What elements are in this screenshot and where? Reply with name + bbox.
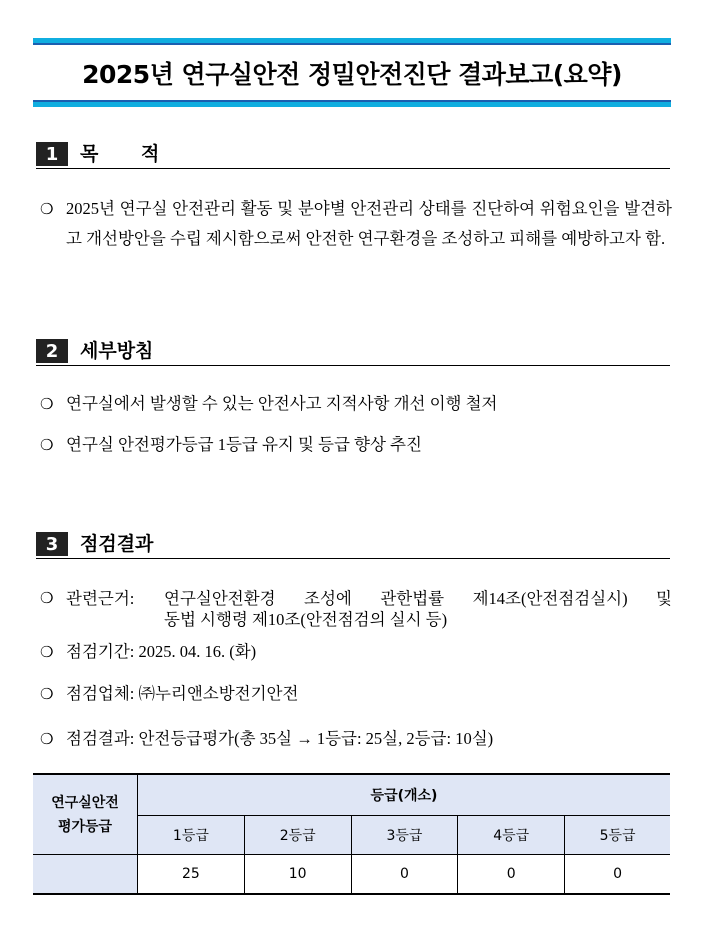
bullet-text: 2025년 연구실 안전관리 활동 및 분야별 안전관리 상태를 진단하여 위험요인을 발견하고 개선방안을 수립 제시함으로써 안전한 연구환경을 조성하고 피해를 예방하고자 함.: [66, 199, 672, 248]
table-row-header: 연구실안전 평가등급: [33, 774, 138, 855]
table-row-header-cont: [33, 855, 138, 895]
section-3-heading: [36, 530, 670, 559]
bullet-circle-icon: ❍: [40, 436, 54, 454]
bullet-circle-icon: ❍: [40, 685, 54, 703]
bullet-text-line-1: 연구실안전환경 조성에 관한법률 제14조(안전점검실시) 및: [164, 589, 672, 608]
section-1-title: 목 적: [80, 143, 178, 165]
bullet-text: 연구실 안전평가등급 1등급 유지 및 등급 향상 추진: [66, 435, 422, 454]
section-3-number: 3: [36, 532, 68, 556]
table-cell: 0: [351, 855, 458, 895]
section-1-number: 1: [36, 142, 68, 166]
section-3-bullet-4: [40, 724, 672, 754]
section-2-bullet-1: [40, 389, 672, 419]
table-column-header: 4등급: [458, 816, 565, 855]
section-2-title: 세부방침: [80, 340, 154, 362]
table-column-header: 1등급: [138, 816, 245, 855]
bullet-text: 점검기간: 2025. 04. 16. (화): [66, 642, 257, 661]
bullet-circle-icon: ❍: [40, 730, 54, 748]
table-column-header: 3등급: [351, 816, 458, 855]
section-2-heading: [36, 337, 670, 366]
bullet-label: 관련근거:: [66, 589, 135, 608]
section-3-title: 점검결과: [80, 533, 154, 555]
bullet-text: 연구실에서 발생할 수 있는 안전사고 지적사항 개선 이행 철저: [66, 394, 498, 413]
grade-table: [33, 773, 670, 895]
table-column-header: 5등급: [565, 816, 670, 855]
table-column-header: 2등급: [244, 816, 351, 855]
section-2-number: 2: [36, 339, 68, 363]
bullet-circle-icon: ❍: [40, 395, 54, 413]
bullet-circle-icon: ❍: [40, 589, 54, 607]
bullet-text-line-2: 동법 시행령 제10조(안전점검의 실시 등): [164, 610, 448, 629]
bullet-text: 점검업체: ㈜누리앤소방전기안전: [66, 684, 299, 703]
title-banner: [33, 38, 671, 107]
section-1-heading: [36, 140, 670, 169]
bullet-circle-icon: ❍: [40, 643, 54, 661]
section-3-bullet-2: [40, 637, 672, 667]
bullet-circle-icon: ❍: [40, 200, 54, 218]
section-3-bullet-1: [40, 588, 672, 630]
table-cell: 0: [565, 855, 670, 895]
bullet-text: 점검결과: 안전등급평가(총 35실 → 1등급: 25실, 2등급: 10실): [66, 729, 494, 748]
table-cell: 0: [458, 855, 565, 895]
section-1-bullet: [40, 194, 672, 254]
table-cell: 25: [138, 855, 245, 895]
section-2-bullet-2: [40, 430, 672, 460]
section-3-bullet-3: [40, 679, 672, 709]
title-bar-bottom: [33, 102, 671, 107]
table-cell: 10: [244, 855, 351, 895]
page-title: 2025년 연구실안전 정밀안전진단 결과보고(요약): [82, 59, 622, 89]
table-group-header: 등급(개소): [138, 774, 671, 816]
